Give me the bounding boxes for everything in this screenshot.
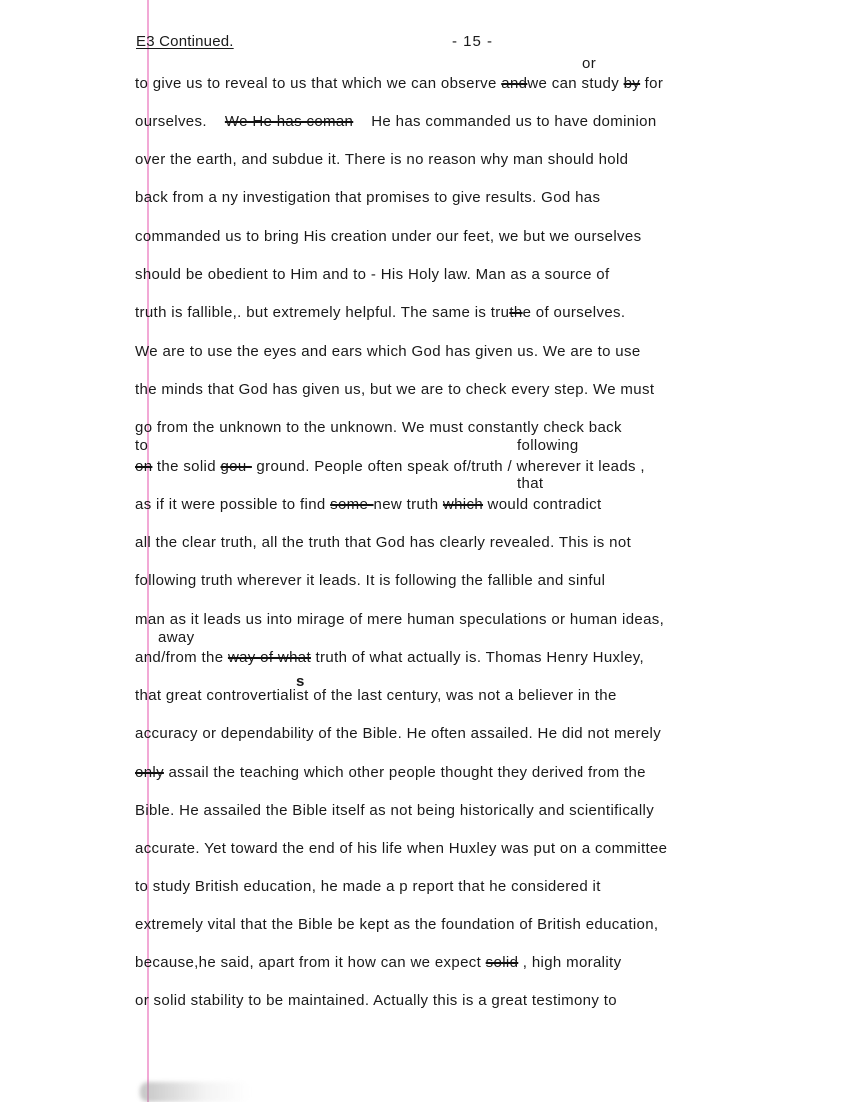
text-line-18: accuracy or dependability of the Bible. He often assailed. He did not merely [135,725,662,742]
text-line-23: extremely vital that the Bible be kept as the foundation of British education, [135,916,659,933]
text-line-6: should be obedient to Him and to - His Holy law. Man as a source of [135,266,610,283]
text-line-11: on the solid gou- ground. People often speak of/truth / wherever it leads , [135,458,645,475]
text-line-20: Bible. He assailed the Bible itself as not being historically and scientifically [135,802,655,819]
text-line-13: all the clear truth, all the truth that God has clearly revealed. This is not [135,534,632,551]
text-line-10: go from the unknown to the unknown. We must constantly check back [135,419,622,436]
text-line-5: commanded us to bring His creation under our feet, we but we ourselves [135,228,642,245]
text-line-7: truth is fallible,. but extremely helpful. The same is truthe of ourselves. [135,304,626,321]
text-line-12: as if it were possible to find some-new truth which would contradict [135,496,602,513]
scan-smudge [140,1082,250,1102]
text-line-2: ourselves. We He has coman He has commanded us to have dominion [135,113,657,130]
insertion-s: s [296,673,305,690]
text-line-9: the minds that God has given us, but we are to check every step. We must [135,381,655,398]
text-line-19: only assail the teaching which other people thought they derived from the [135,764,646,781]
text-line-22: to study British education, he made a p report that he considered it [135,878,601,895]
text-line-4: back from a ny investigation that promises to give results. God has [135,189,601,206]
text-line-24: because,he said, apart from it how can we expect solid , high morality [135,954,622,971]
text-line-1: to give us to reveal to us that which we can observe andwe can study by for [135,75,664,92]
text-line-17: that great controvertialist of the last century, was not a believer in the [135,687,617,704]
insertion-that: that [517,475,544,492]
insertion-following: following [517,437,579,454]
insertion-or: or [582,55,597,72]
text-line-14: following truth wherever it leads. It is following the fallible and sinful [135,572,606,589]
insertion-away: away [158,629,195,646]
insertion-to: to [135,437,149,454]
text-line-8: We are to use the eyes and ears which God has given us. We are to use [135,343,641,360]
text-line-3: over the earth, and subdue it. There is no reason why man should hold [135,151,629,168]
text-line-16: and/from the way of what truth of what actually is. Thomas Henry Huxley, [135,649,645,666]
page-number: - 15 - [452,33,494,50]
section-heading: E3 Continued. [136,33,234,50]
text-line-21: accurate. Yet toward the end of his life when Huxley was put on a committee [135,840,668,857]
text-line-25: or solid stability to be maintained. Actually this is a great testimony to [135,992,617,1009]
text-line-15: man as it leads us into mirage of mere human speculations or human ideas, [135,611,665,628]
